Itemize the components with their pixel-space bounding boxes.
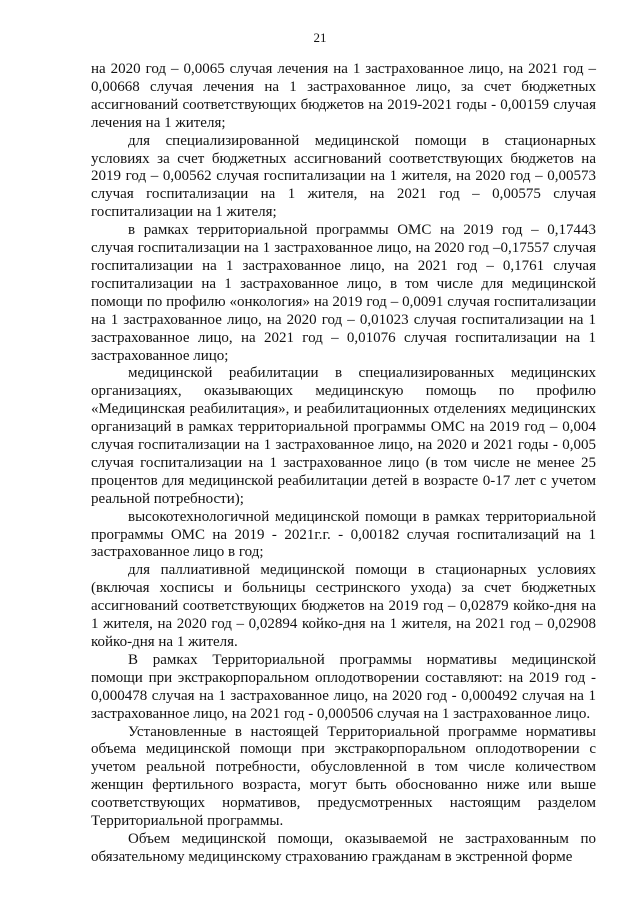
paragraph: высокотехнологичной медицинской помощи в рамках территориальной программы ОМС на 2019 - 2021г.г. - 0,00182 случая госпитализаций на 1 застрахованное лицо в год; — [91, 508, 596, 561]
paragraph: Установленные в настоящей Территориальной программе нормативы объема медицинской помощи при экстракорпоральном оплодотворении с учетом реальной потребности, обусловленной в том числе количеством женщин фертильного возраста, могут быть обоснованно ниже или выше соответствующих нормативов, предусмотренных настоящим разделом Территориальной программы. — [91, 723, 596, 830]
document-body — [91, 61, 596, 867]
paragraph: В рамках Территориальной программы нормативы медицинской помощи при экстракорпоральном оплодотворении составляют: на 2019 год - 0,000478 случая на 1 застрахованное лицо, на 2020 год - 0,000492 случая на 1 застрахованное лицо, на 2021 год - 0,000506 случая на 1 застрахованное лицо. — [91, 651, 596, 722]
paragraph: Объем медицинской помощи, оказываемой не застрахованным по обязательному медицинскому страхованию гражданам в экстренной форме — [91, 830, 596, 865]
paragraph: медицинской реабилитации в специализированных медицинских организациях, оказывающих медицинскую помощь по профилю «Медицинская реабилитация», и реабилитационных отделениях медицинских организаций в рамках территориальной программы ОМС на 2019 год – 0,004 случая госпитализации на 1 застрахованное лицо, на 2020 и 2021 годы - 0,005 случая госпитализации на 1 застрахованное лицо (в том числе не менее 25 процентов для медицинской реабилитации детей в возрасте 0-17 лет с учетом реальной потребности); — [91, 365, 596, 507]
paragraph: для специализированной медицинской помощи в стационарных условиях за счет бюджетных ассигнований соответствующих бюджетов на 2019 год – 0,00562 случая госпитализации на 1 жителя, на 2020 год – 0,00573 случая госпитализации на 1 жителя, на 2021 год – 0,00575 случая госпитализации на 1 жителя; — [91, 132, 596, 221]
page-number: 21 — [313, 30, 327, 45]
paragraph: в рамках территориальной программы ОМС на 2019 год – 0,17443 случая госпитализации на 1 застрахованное лицо, на 2020 год –0,17557 случая госпитализации на 1 застрахованное лицо, на 2021 год – 0,1761 случая госпитализации на 1 застрахованное лицо, в том числе для медицинской помощи по профилю «онкология» на 2019 год – 0,0091 случая госпитализации на 1 застрахованное лицо, на 2020 год – 0,01023 случая госпитализации на 1 застрахованное лицо, на 2021 год – 0,01076 случая госпитализации на 1 застрахованное лицо; — [91, 222, 596, 364]
paragraph: для паллиативной медицинской помощи в стационарных условиях (включая хосписы и больницы сестринского ухода) за счет бюджетных ассигнований соответствующих бюджетов на 2019 год – 0,02879 койко-дня на 1 жителя, на 2020 год – 0,02894 койко-дня на 1 жителя, на 2021 год – 0,02908 койко-дня на 1 жителя. — [91, 562, 596, 650]
paragraph: на 2020 год – 0,0065 случая лечения на 1 застрахованное лицо, на 2021 год – 0,00668 случая лечения на 1 застрахованное лицо, за счет бюджетных ассигнований соответствующих бюджетов на 2019-2021 годы - 0,00159 случая лечения на 1 жителя; — [91, 61, 596, 131]
